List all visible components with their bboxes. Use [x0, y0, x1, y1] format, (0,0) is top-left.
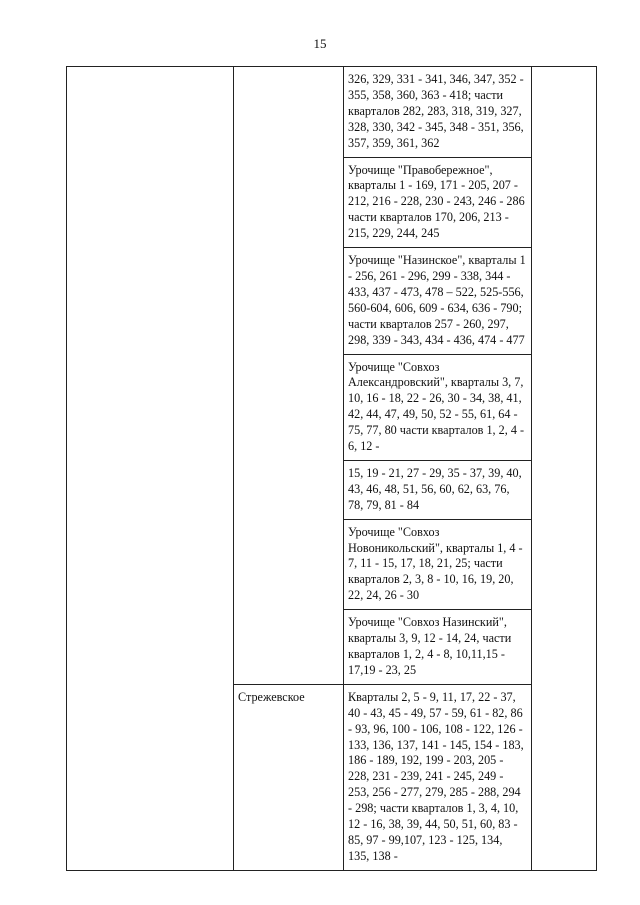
description-cell: Урочище "Совхоз Новоникольский", кварталы 1, 4 - 7, 11 - 15, 17, 18, 21, 25; части кварталов 2, 3, 8 - 10, 16, 19, 20, 22, 24, 26 - 30	[344, 519, 532, 610]
table-row	[67, 67, 597, 158]
description-cell: Урочище "Совхоз Александровский", кварталы 3, 7, 10, 16 - 18, 22 - 26, 30 - 34, 38, 41, 42, 44, 47, 49, 50, 52 - 55, 61, 64 - 75, 77, 80 части кварталов 1, 2, 4 - 6, 12 -	[344, 354, 532, 460]
page-number: 15	[313, 36, 327, 51]
description-cell: Урочище "Правобережное", кварталы 1 - 169, 171 - 205, 207 - 212, 216 - 228, 230 - 243, 246 - 286 части кварталов 170, 206, 213 - 215, 229, 244, 245	[344, 157, 532, 248]
area-cell	[234, 67, 344, 685]
area-cell: Стрежевское	[234, 684, 344, 870]
description-cell: 15, 19 - 21, 27 - 29, 35 - 37, 39, 40, 43, 46, 48, 51, 56, 60, 62, 63, 76, 78, 79, 81 - 84	[344, 460, 532, 519]
description-cell: Урочище "Назинское", кварталы 1 - 256, 261 - 296, 299 - 338, 344 - 433, 437 - 473, 478 – 522, 525-556, 560-604, 606, 609 - 634, 636 - 790; части кварталов 257 - 260, 297, 298, 339 - 343, 434 - 436, 474 - 477	[344, 248, 532, 354]
note-cell	[532, 67, 597, 871]
forestry-table	[66, 66, 597, 871]
description-cell: 326, 329, 331 - 341, 346, 347, 352 - 355, 358, 360, 363 - 418; части кварталов 282, 283, 318, 319, 327, 328, 330, 342 - 345, 348 - 351, 356, 357, 359, 361, 362	[344, 67, 532, 158]
description-cell: Кварталы 2, 5 - 9, 11, 17, 22 - 37, 40 - 43, 45 - 49, 57 - 59, 61 - 82, 86 - 93, 96, 100 - 106, 108 - 122, 126 - 133, 136, 137, 141 - 145, 154 - 183, 186 - 189, 192, 199 - 203, 205 - 228, 231 - 239, 241 - 245, 249 - 253, 256 - 277, 279, 285 - 288, 294 - 298; части кварталов 1, 3, 4, 10, 12 - 16, 38, 39, 44, 50, 51, 60, 83 - 85, 97 - 99,107, 123 - 125, 134, 135, 138 -	[344, 684, 532, 870]
description-cell: Урочище "Совхоз Назинский", кварталы 3, 9, 12 - 14, 24, части кварталов 1, 2, 4 - 8, 10,11,15 - 17,19 - 23, 25	[344, 610, 532, 685]
forestry-cell	[67, 67, 234, 871]
